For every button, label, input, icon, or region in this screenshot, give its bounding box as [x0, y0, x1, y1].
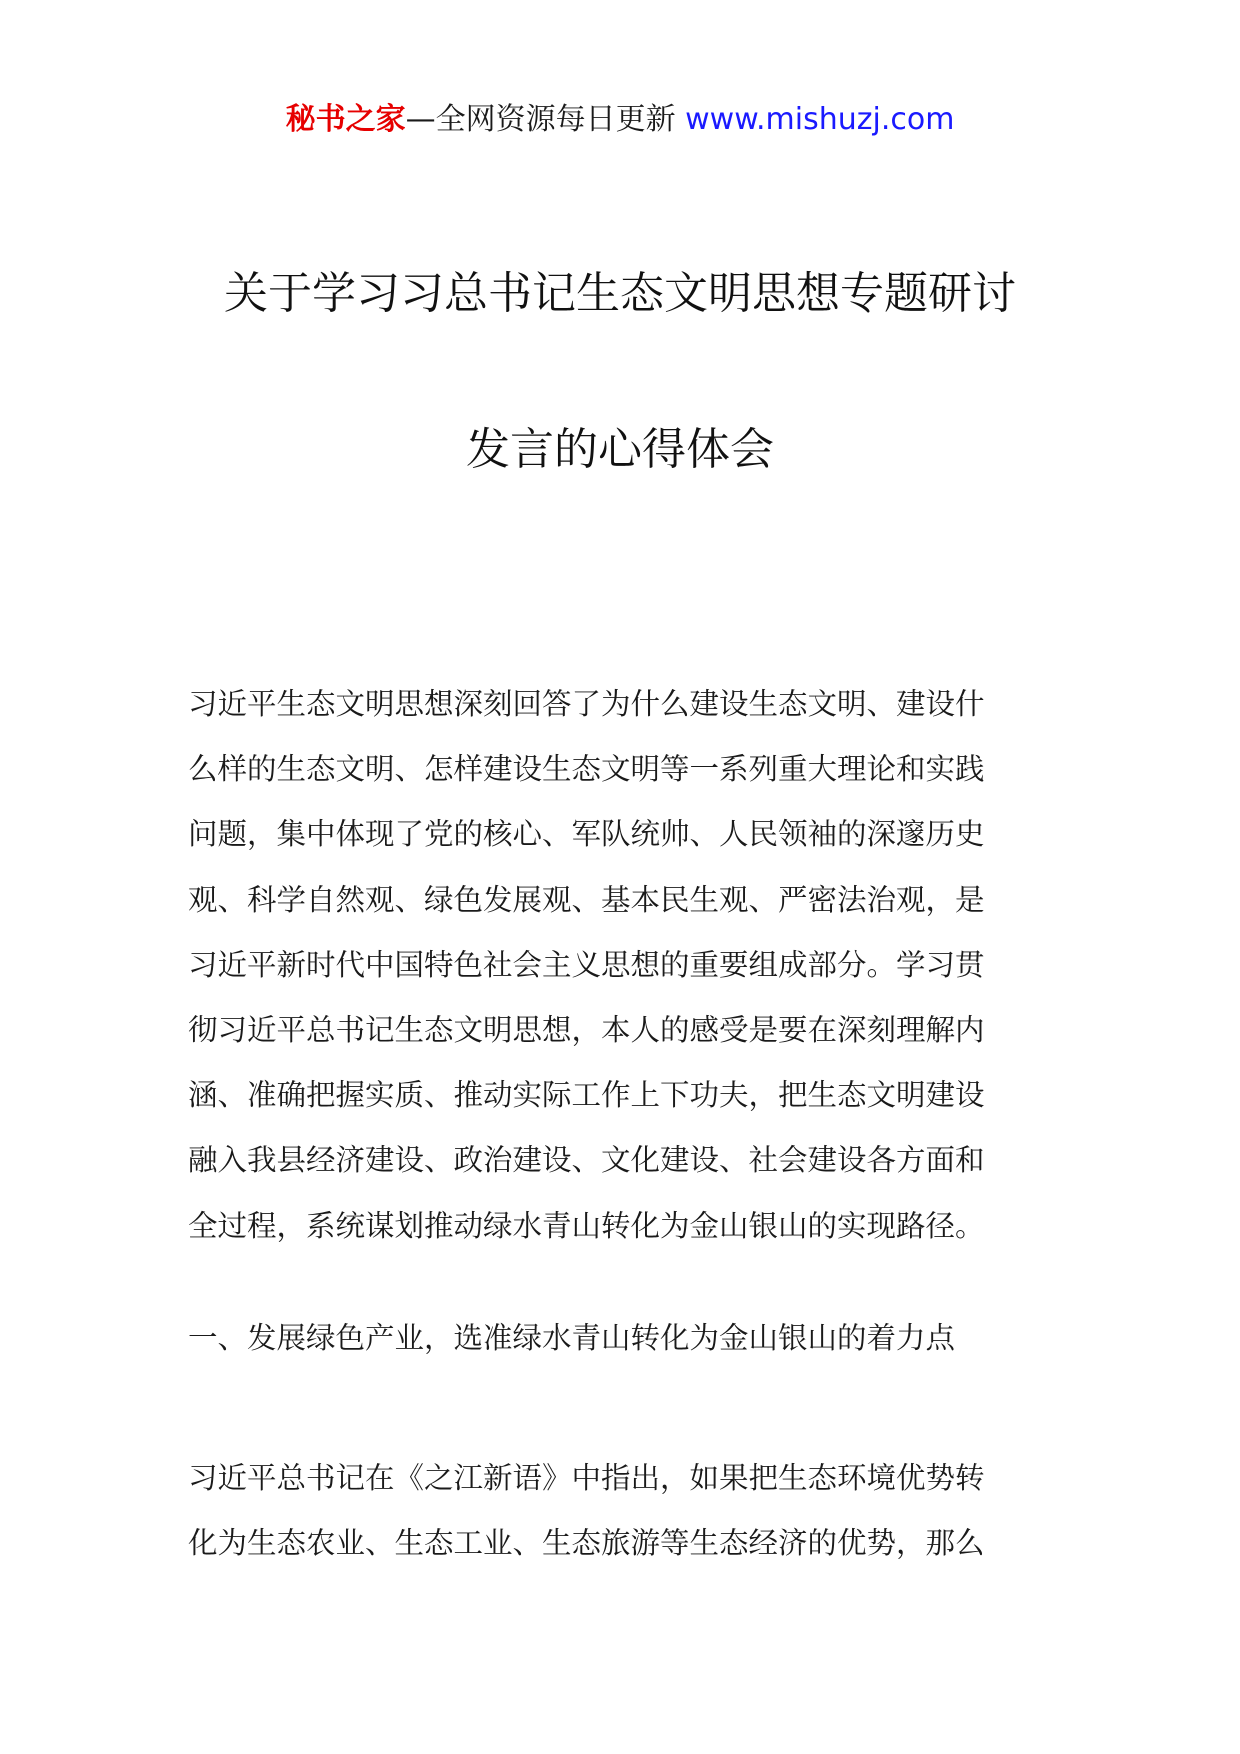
header-url-link[interactable]: www.mishuzj.com [685, 102, 955, 137]
paragraph-line: 习近平新时代中国特色社会主义思想的重要组成部分。学习贯 [188, 947, 985, 982]
section-1-paragraph [188, 1446, 1058, 1576]
brand-name: 秘书之家 [285, 102, 406, 137]
paragraph-line: 习近平总书记在《之江新语》中指出，如果把生态环境优势转 [188, 1461, 985, 1495]
paragraph-line: 彻习近平总书记生态文明思想，本人的感受是要在深刻理解内 [188, 1013, 985, 1048]
header-tagline: —全网资源每日更新 [405, 102, 686, 137]
paragraph-line: 观、科学自然观、绿色发展观、基本民生观、严密法治观，是 [188, 882, 985, 917]
intro-paragraph [188, 672, 1058, 1259]
paragraph-line: 化为生态农业、生态工业、生态旅游等生态经济的优势，那么 [188, 1526, 985, 1561]
paragraph-line: 问题，集中体现了党的核心、军队统帅、人民领袖的深邃历史 [188, 817, 985, 852]
section-heading-1: 一、发展绿色产业，选准绿水青山转化为金山银山的着力点 [188, 1321, 956, 1355]
document-title-line-2: 发言的心得体会 [466, 424, 774, 475]
document-title-line-1: 关于学习习总书记生态文明思想专题研讨 [224, 268, 1016, 319]
paragraph-line: 全过程，系统谋划推动绿水青山转化为金山银山的实现路径。 [188, 1208, 985, 1243]
paragraph-line: 融入我县经济建设、政治建设、文化建设、社会建设各方面和 [188, 1143, 985, 1178]
paragraph-line: 习近平生态文明思想深刻回答了为什么建设生态文明、建设什 [188, 687, 985, 721]
paragraph-line: 涵、准确把握实质、推动实际工作上下功夫，把生态文明建设 [188, 1078, 985, 1113]
site-header [0, 100, 1240, 140]
paragraph-line: 么样的生态文明、怎样建设生态文明等一系列重大理论和实践 [188, 752, 985, 787]
